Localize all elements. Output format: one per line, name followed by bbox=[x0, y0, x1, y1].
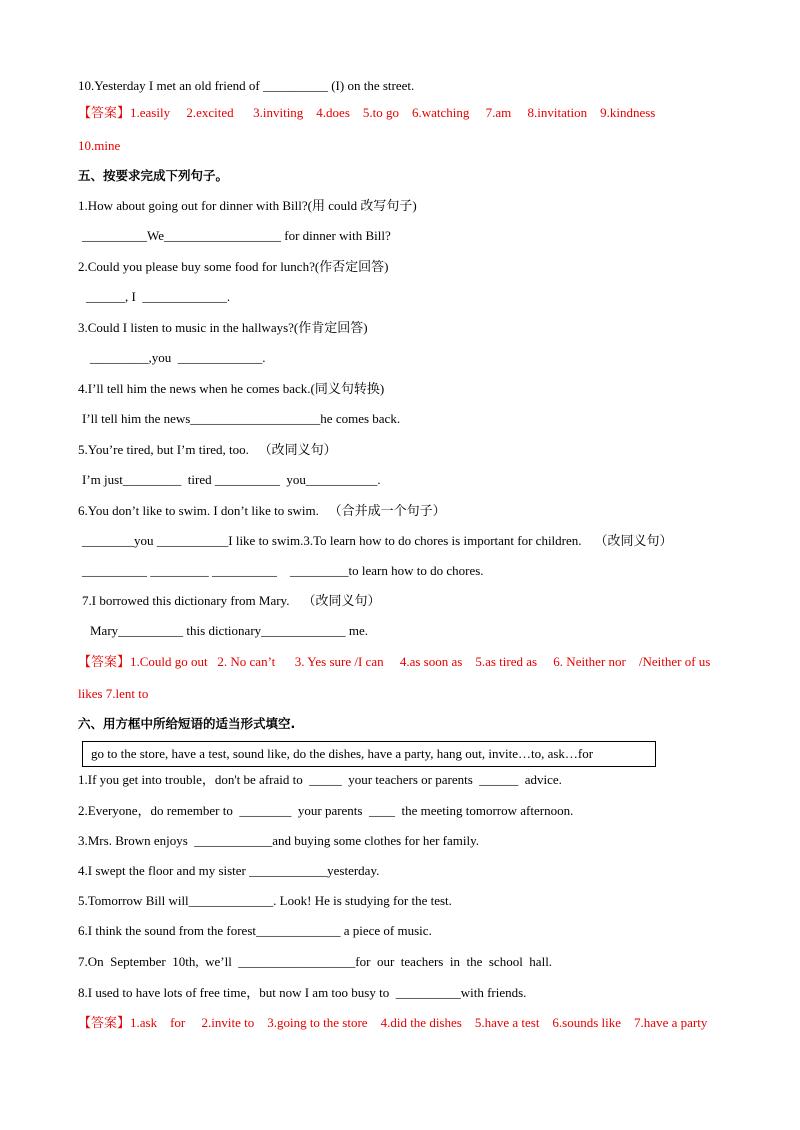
s5-q3: 3.Could I listen to music in the hallways?(作肯定回答) bbox=[78, 320, 368, 335]
answer-key-4-cont: 10.mine bbox=[78, 138, 121, 153]
s6-q1: 1.If you get into trouble，don't be afraid to _____ your teachers or parents ______ advice. bbox=[78, 772, 562, 787]
answer-key-5: 【答案】1.Could go out 2. No can’t 3. Yes sure /I can 4.as soon as 5.as tired as 6. Neither nor /Neither of us bbox=[78, 654, 711, 669]
s5-q2-blank: ______, I _____________. bbox=[86, 289, 231, 304]
s5-q6b-blank: __________ _________ __________ _________to learn how to do chores. bbox=[82, 563, 484, 578]
s5-q1: 1.How about going out for dinner with Bill?(用 could 改写句子) bbox=[78, 198, 417, 213]
s5-q2: 2.Could you please buy some food for lunch?(作否定回答) bbox=[78, 259, 389, 274]
answer-key-5-cont: likes 7.lent to bbox=[78, 686, 149, 701]
s6-q8: 8.I used to have lots of free time，but now I am too busy to __________with friends. bbox=[78, 985, 527, 1000]
answer-key-6: 【答案】1.ask for 2.invite to 3.going to the store 4.did the dishes 5.have a test 6.sounds like 7.have a party bbox=[78, 1015, 708, 1030]
s6-q4: 4.I swept the floor and my sister ____________yesterday. bbox=[78, 863, 380, 878]
s6-q3: 3.Mrs. Brown enjoys ____________and buying some clothes for her family. bbox=[78, 833, 480, 848]
s5-q4: 4.I’ll tell him the news when he comes back.(同义句转换) bbox=[78, 381, 385, 396]
section-5-heading: 五、按要求完成下列句子。 bbox=[78, 168, 229, 183]
section-6-heading: 六、用方框中所给短语的适当形式填空. bbox=[78, 716, 296, 731]
s6-q5: 5.Tomorrow Bill will_____________. Look! He is studying for the test. bbox=[78, 893, 452, 908]
s6-q7: 7.On September 10th, we’ll __________________for our teachers in the school hall. bbox=[78, 954, 553, 969]
s5-q7-blank: Mary__________ this dictionary_____________ me. bbox=[90, 623, 369, 638]
s5-q5: 5.You’re tired, but I’m tired, too. （改同义句） bbox=[78, 442, 337, 457]
s5-q7: 7.I borrowed this dictionary from Mary. （改同义句） bbox=[82, 593, 381, 608]
s5-q5-blank: I’m just_________ tired __________ you___________. bbox=[82, 472, 381, 487]
s5-q6-blank: ________you ___________I like to swim.3.To learn how to do chores is important for children. （改同义句） bbox=[82, 533, 673, 548]
s5-q6: 6.You don’t like to swim. I don’t like to swim. （合并成一个句子） bbox=[78, 503, 446, 518]
answer-key-4: 【答案】1.easily 2.excited 3.inviting 4.does 5.to go 6.watching 7.am 8.invitation 9.kindness bbox=[78, 105, 656, 120]
s6-q2: 2.Everyone，do remember to ________ your parents ____ the meeting tomorrow afternoon. bbox=[78, 803, 574, 818]
s5-q3-blank: _________,you _____________. bbox=[90, 350, 266, 365]
s6-q6: 6.I think the sound from the forest_____________ a piece of music. bbox=[78, 923, 432, 938]
s5-q4-blank: I’ll tell him the news____________________he comes back. bbox=[82, 411, 401, 426]
phrase-box bbox=[82, 741, 656, 767]
s5-q1-blank: __________We__________________ for dinner with Bill? bbox=[82, 228, 391, 243]
phrase-box-text: go to the store, have a test, sound like, do the dishes, have a party, hang out, invite…to, ask…for bbox=[91, 746, 594, 761]
question-10-line: 10.Yesterday I met an old friend of __________ (I) on the street. bbox=[78, 78, 415, 93]
